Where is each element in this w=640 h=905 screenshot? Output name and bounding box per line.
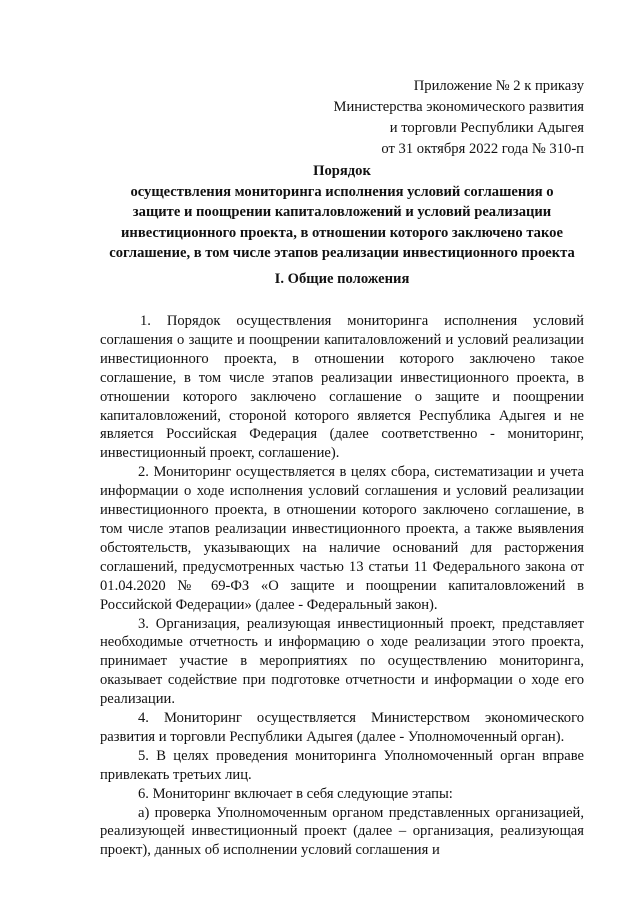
paragraph: 4. Мониторинг осуществляется Министерством экономического развития и торговли Республики Адыгея (далее - Уполномоченный орган). (100, 710, 584, 745)
title-line: осуществления мониторинга исполнения условий соглашения о (130, 183, 554, 200)
title-line: инвестиционного проекта, в отношении которого заключено такое (121, 224, 563, 241)
header-line: и торговли Республики Адыгея (389, 120, 584, 136)
document-title (100, 161, 584, 264)
appendix-header (333, 76, 584, 160)
paragraph: 1. Порядок осуществления мониторинга исполнения условий соглашения о защите и поощрении капиталовложений и условий реализации инвестиционного проекта, в отношении которого заключено такое соглашение, в том числе этапов реализации инвестиционного проекта, в отношении которого заключено соглашение о защите и поощрении капиталовложений, стороной которого является Республика Адыгея и не является Российская Федерация (далее соответственно - мониторинг, инвестиционный проект, соглашение). (100, 313, 584, 462)
header-line: Министерства экономического развития (333, 99, 584, 115)
document-body (100, 312, 584, 860)
header-line: Приложение № 2 к приказу (413, 78, 584, 94)
title-line: Порядок (313, 163, 371, 179)
header-line: от 31 октября 2022 года № 310-п (381, 141, 584, 157)
paragraph: 5. В целях проведения мониторинга Уполномоченный орган вправе привлекать третьих лиц. (100, 747, 584, 783)
paragraph: 3. Организация, реализующая инвестиционный проект, представляет необходимые отчетность и информацию о ходе реализации этого проекта, принимает участие в мероприятиях по осуществлению мониторинга, оказывает содействие при подготовке отчетности и информации о ходе его реализации. (100, 615, 584, 708)
paragraph: 2. Мониторинг осуществляется в целях сбора, систематизации и учета информации о ходе исполнения условий соглашения и условий реализации инвестиционного проекта, в отношении которого заключено соглашение, в том числе этапов реализации инвестиционного проекта, а также выявления обстоятельств, указывающих на наличие оснований для расторжения соглашений, предусмотренных частью 13 статьи 11 Федерального закона от 01.04.2020 № 69-ФЗ «О защите и поощрении капиталовложений в Российской Федерации» (далее - Федеральный закон). (100, 464, 584, 613)
section-heading: I. Общие положения (274, 271, 410, 287)
paragraph: а) проверка Уполномоченным органом представленных организацией, реализующей инвестиционный проект (далее – организация, реализующая проект), данных об исполнении условий соглашения и (100, 804, 584, 859)
title-line: соглашение, в том числе этапов реализации инвестиционного проекта (109, 245, 575, 261)
paragraph: 6. Мониторинг включает в себя следующие этапы: (138, 785, 453, 802)
title-line: защите и поощрении капиталовложений и условий реализации (132, 204, 552, 220)
